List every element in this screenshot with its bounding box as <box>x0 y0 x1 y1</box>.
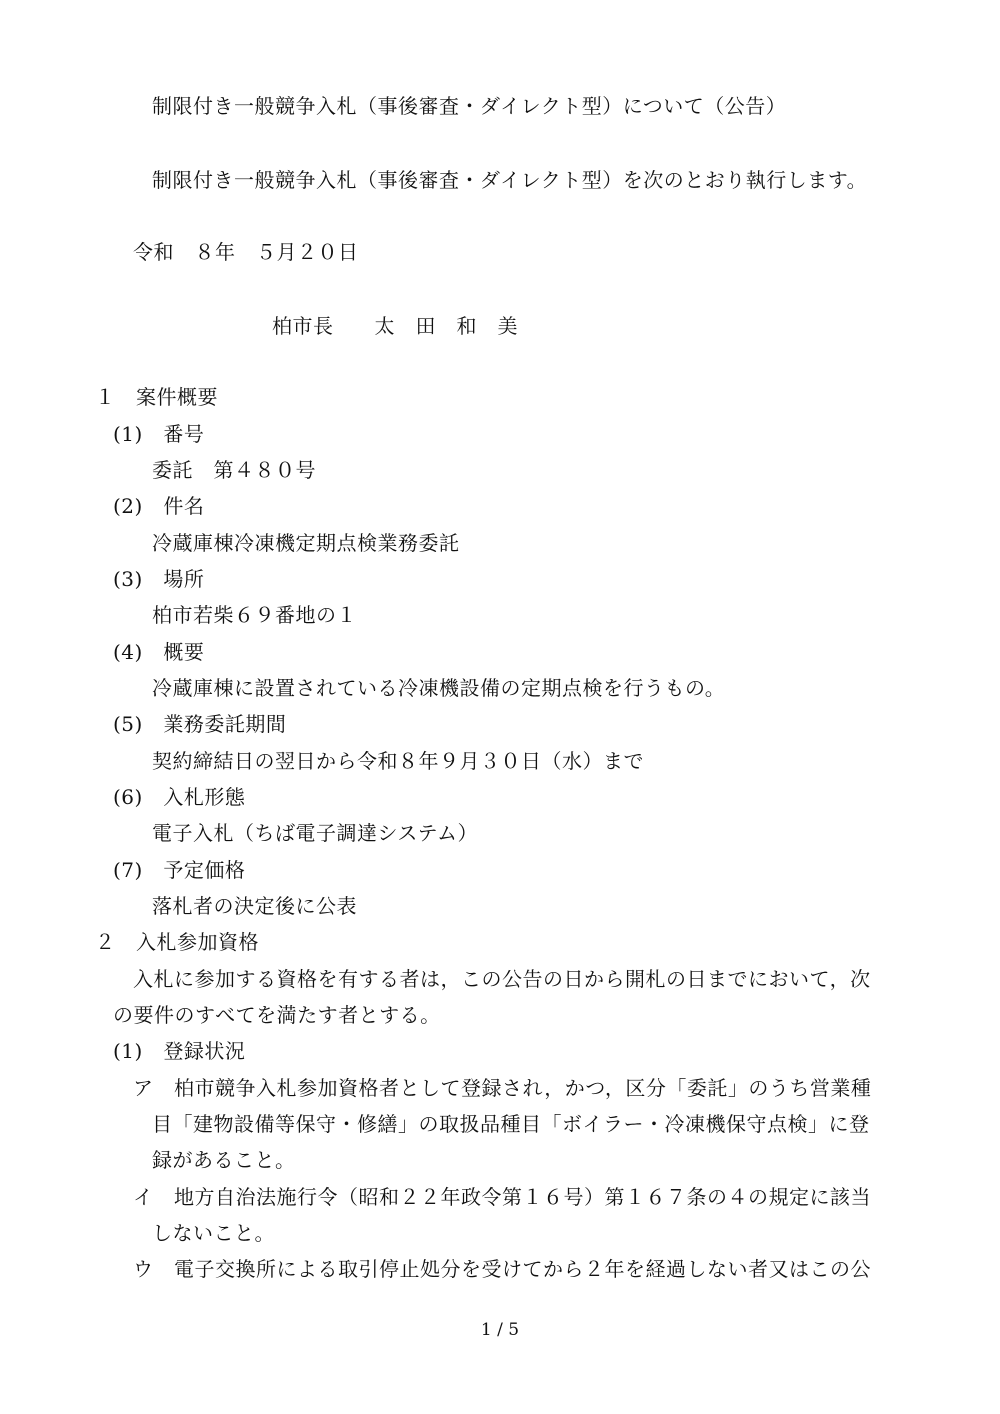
notice-issuer: 柏市長 太 田 和 美 <box>272 314 518 338</box>
item-name-label: (2) 件名 <box>113 494 205 518</box>
registration-heading: (1) 登録状況 <box>113 1039 246 1063</box>
section2-intro-line-2: の要件のすべてを満たす者とする。 <box>113 1003 441 1027</box>
requirement-a-line-3: 録があること。 <box>152 1148 296 1172</box>
section1-heading: １ 案件概要 <box>95 385 218 409</box>
page-number: 1 / 5 <box>480 1320 520 1340</box>
requirement-i-line-1: イ 地方自治法施行令（昭和２２年政令第１６号）第１６７条の４の規定に該当 <box>133 1185 871 1209</box>
notice-title: 制限付き一般競争入札（事後審査・ダイレクト型）について（公告） <box>152 94 787 118</box>
notice-date: 令和 ８年 ５月２０日 <box>133 240 359 264</box>
item-bid-type-value: 電子入札（ちば電子調達システム） <box>152 821 478 845</box>
section2-heading: ２ 入札参加資格 <box>95 930 259 954</box>
section2-intro-line-1: 入札に参加する資格を有する者は，この公告の日から開札の日までにおいて，次 <box>133 967 871 991</box>
item-period-label: (5) 業務委託期間 <box>113 712 287 736</box>
requirement-a-line-2: 目「建物設備等保守・修繕」の取扱品種目「ボイラー・冷凍機保守点検」に登 <box>152 1112 870 1136</box>
item-price-value: 落札者の決定後に公表 <box>152 894 357 918</box>
item-location-value: 柏市若柴６９番地の１ <box>152 603 357 627</box>
item-summary-label: (4) 概要 <box>113 640 205 664</box>
item-location-label: (3) 場所 <box>113 567 205 591</box>
item-number-value: 委託 第４８０号 <box>152 458 316 482</box>
item-period-value: 契約締結日の翌日から令和８年９月３０日（水）まで <box>152 749 644 773</box>
item-number-label: (1) 番号 <box>113 422 205 446</box>
item-summary-value: 冷蔵庫棟に設置されている冷凍機設備の定期点検を行うもの。 <box>152 676 726 700</box>
requirement-i-line-2: しないこと。 <box>152 1221 275 1245</box>
requirement-u-line-1: ウ 電子交換所による取引停止処分を受けてから２年を経過しない者又はこの公 <box>133 1257 871 1281</box>
requirement-a-line-1: ア 柏市競争入札参加資格者として登録され，かつ，区分「委託」のうち営業種 <box>133 1076 872 1100</box>
item-bid-type-label: (6) 入札形態 <box>113 785 246 809</box>
item-price-label: (7) 予定価格 <box>113 858 246 882</box>
item-name-value: 冷蔵庫棟冷凍機定期点検業務委託 <box>152 531 460 555</box>
notice-intro: 制限付き一般競争入札（事後審査・ダイレクト型）を次のとおり執行します。 <box>152 168 868 192</box>
